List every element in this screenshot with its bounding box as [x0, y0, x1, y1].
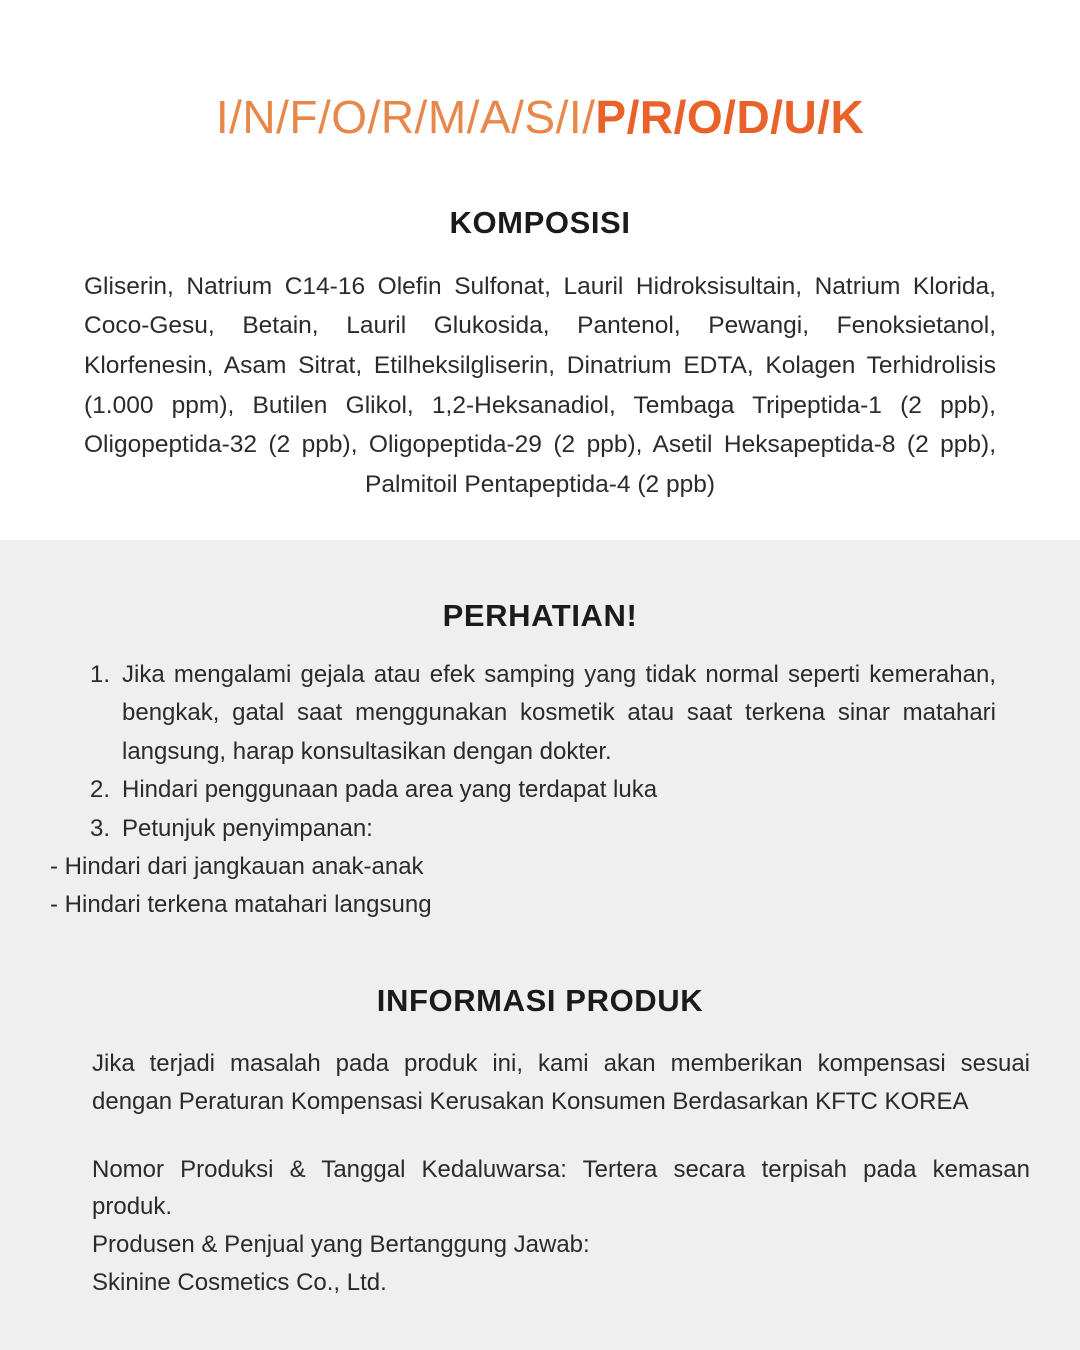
page-title: [0, 92, 1080, 143]
komposisi-body: Gliserin, Natrium C14-16 Olefin Sulfonat, Lauril Hidroksisultain, Natrium Klorida, Coco-Gesu, Betain, Lauril Glukosida, Pantenol, Pewangi, Fenoksietanol, Klorfenesin, Asam Sitrat, Etilheksilgliserin, Dinatrium EDTA, Kolagen Terhidrolisis (1.000 ppm), Butilen Glikol, 1,2-Heksanadiol, Tembaga Tripeptida-1 (2 ppb), Oligopeptida-32 (2 ppb), Oligopeptida-29 (2 ppb), Asetil Heksapeptida-8 (2 ppb), Palmitoil Pentapeptida-4 (2 ppb): [84, 272, 996, 499]
perhatian-heading: PERHATIAN!: [442, 598, 638, 633]
info-paragraph-compensation: Jika terjadi masalah pada produk ini, kami akan memberikan kompensasi sesuai dengan Peraturan Kompensasi Kerusakan Konsumen Berdasarkan KFTC KOREA: [92, 1049, 1030, 1115]
warnings-and-info-section: [0, 540, 1080, 1350]
info-paragraph-production-number: Nomor Produksi & Tanggal Kedaluwarsa: Tertera secara terpisah pada kemasan produk.: [92, 1155, 1030, 1221]
list-item-text: Hindari penggunaan pada area yang terdapat luka: [122, 776, 658, 804]
list-item-number: 1.: [89, 661, 110, 688]
page-title-bold: P/R/O/D/U/K: [595, 91, 865, 143]
info-paragraph-manufacturer-label: Produsen & Penjual yang Bertanggung Jawab:: [92, 1231, 590, 1259]
informasi-produk-body: [92, 1045, 1030, 1302]
list-item-text: Jika mengalami gejala atau efek samping yang tidak normal seperti kemerahan, bengkak, gatal saat menggunakan kosmetik atau saat terkena sinar matahari langsung, harap konsultasikan dengan dokter.: [122, 661, 996, 765]
list-item: [84, 656, 996, 771]
list-item: - Hindari dari jangkauan anak-anak: [50, 852, 424, 880]
perhatian-list: [84, 656, 996, 848]
list-item: [84, 771, 996, 809]
list-item: [84, 810, 996, 848]
list-item: - Hindari terkena matahari langsung: [50, 891, 432, 919]
info-paragraph-manufacturer-name: Skinine Cosmetics Co., Ltd.: [92, 1269, 387, 1297]
list-item-number: 2.: [89, 776, 110, 804]
storage-sub-list: [50, 848, 1080, 925]
list-item-number: 3.: [89, 814, 110, 842]
list-item-text: Petunjuk penyimpanan:: [122, 814, 373, 842]
composition-section: [0, 0, 1080, 540]
paragraph-spacer: [92, 1121, 1030, 1151]
page-title-light: I/N/F/O/R/M/A/S/I/: [215, 91, 596, 143]
informasi-produk-heading: INFORMASI PRODUK: [376, 982, 704, 1018]
komposisi-heading: KOMPOSISI: [449, 204, 631, 240]
